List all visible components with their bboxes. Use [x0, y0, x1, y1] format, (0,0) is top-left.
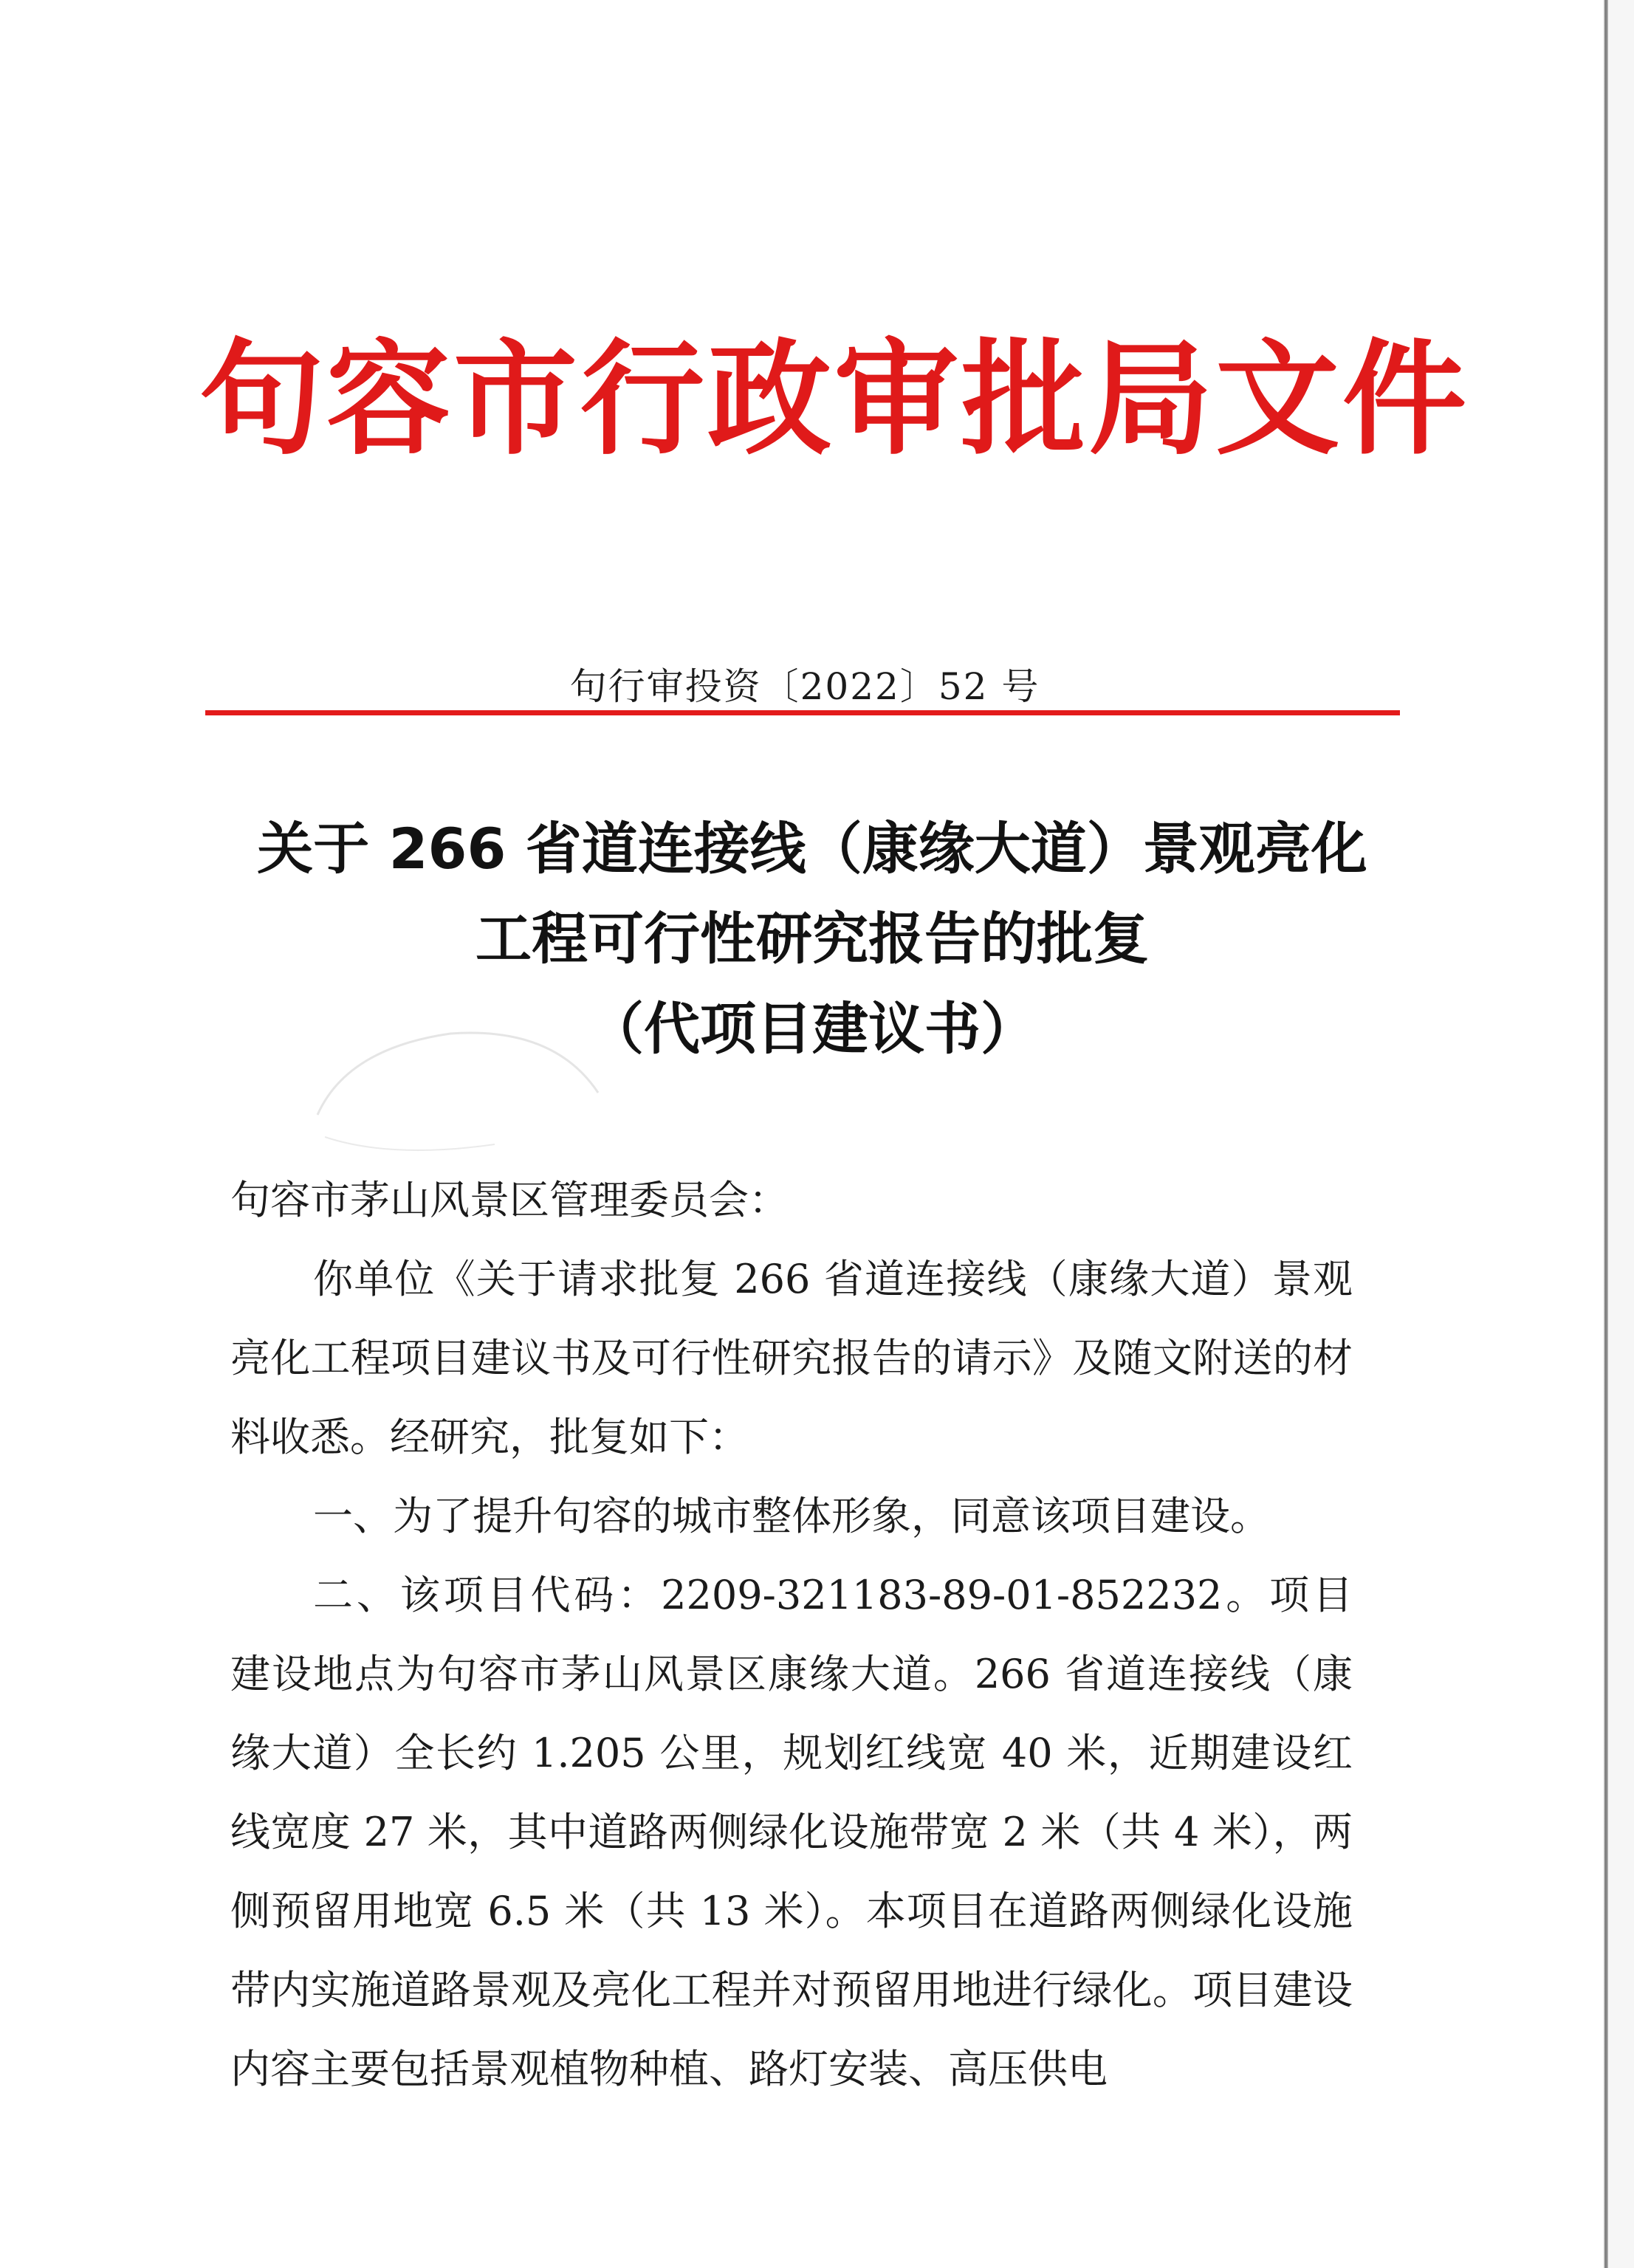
document-number: 句行审投资〔2022〕52 号	[569, 665, 1040, 708]
scan-margin	[1608, 0, 1634, 2268]
body-paragraph: 你单位《关于请求批复 266 省道连接线（康缘大道）景观亮化工程项目建议书及可行性研究报告的请示》及随文附送的材料收悉。经研究，批复如下：	[230, 1256, 1353, 1460]
body-paragraph: 二、该项目代码：2209-321183-89-01-852232。项目建设地点为句容市茅山风景区康缘大道。266 省道连接线（康缘大道）全长约 1.205 公里，规划红线宽 40 米，近期建设红线宽度 27 米，其中道路两侧绿化设施带宽 2 米（共 4 米），两侧预留用地宽 6.5 米（共 13 米）。本项目在道路两侧绿化设施带内实施道路景观及亮化工程并对预留用地进行绿化。项目建设内容主要包括景观植物种植、路灯安装、高压供电	[230, 1572, 1353, 2092]
body-paragraphs	[230, 1240, 1353, 2109]
document-title-line-1: 关于 266 省道连接线（康缘大道）景观亮化	[257, 816, 1367, 882]
body-paragraph: 一、为了提升句容的城市整体形象，同意该项目建设。	[313, 1493, 1270, 1539]
red-divider-line	[205, 710, 1400, 715]
addressee: 句容市茅山风景区管理委员会：	[230, 1177, 789, 1223]
document-title-line-3: （代项目建议书）	[588, 996, 1037, 1062]
faint-seal-trace-icon	[303, 1004, 613, 1166]
masthead-title: 句容市行政审批局文件	[199, 326, 1469, 472]
document-title-line-2: 工程可行性研究报告的批复	[476, 906, 1149, 972]
